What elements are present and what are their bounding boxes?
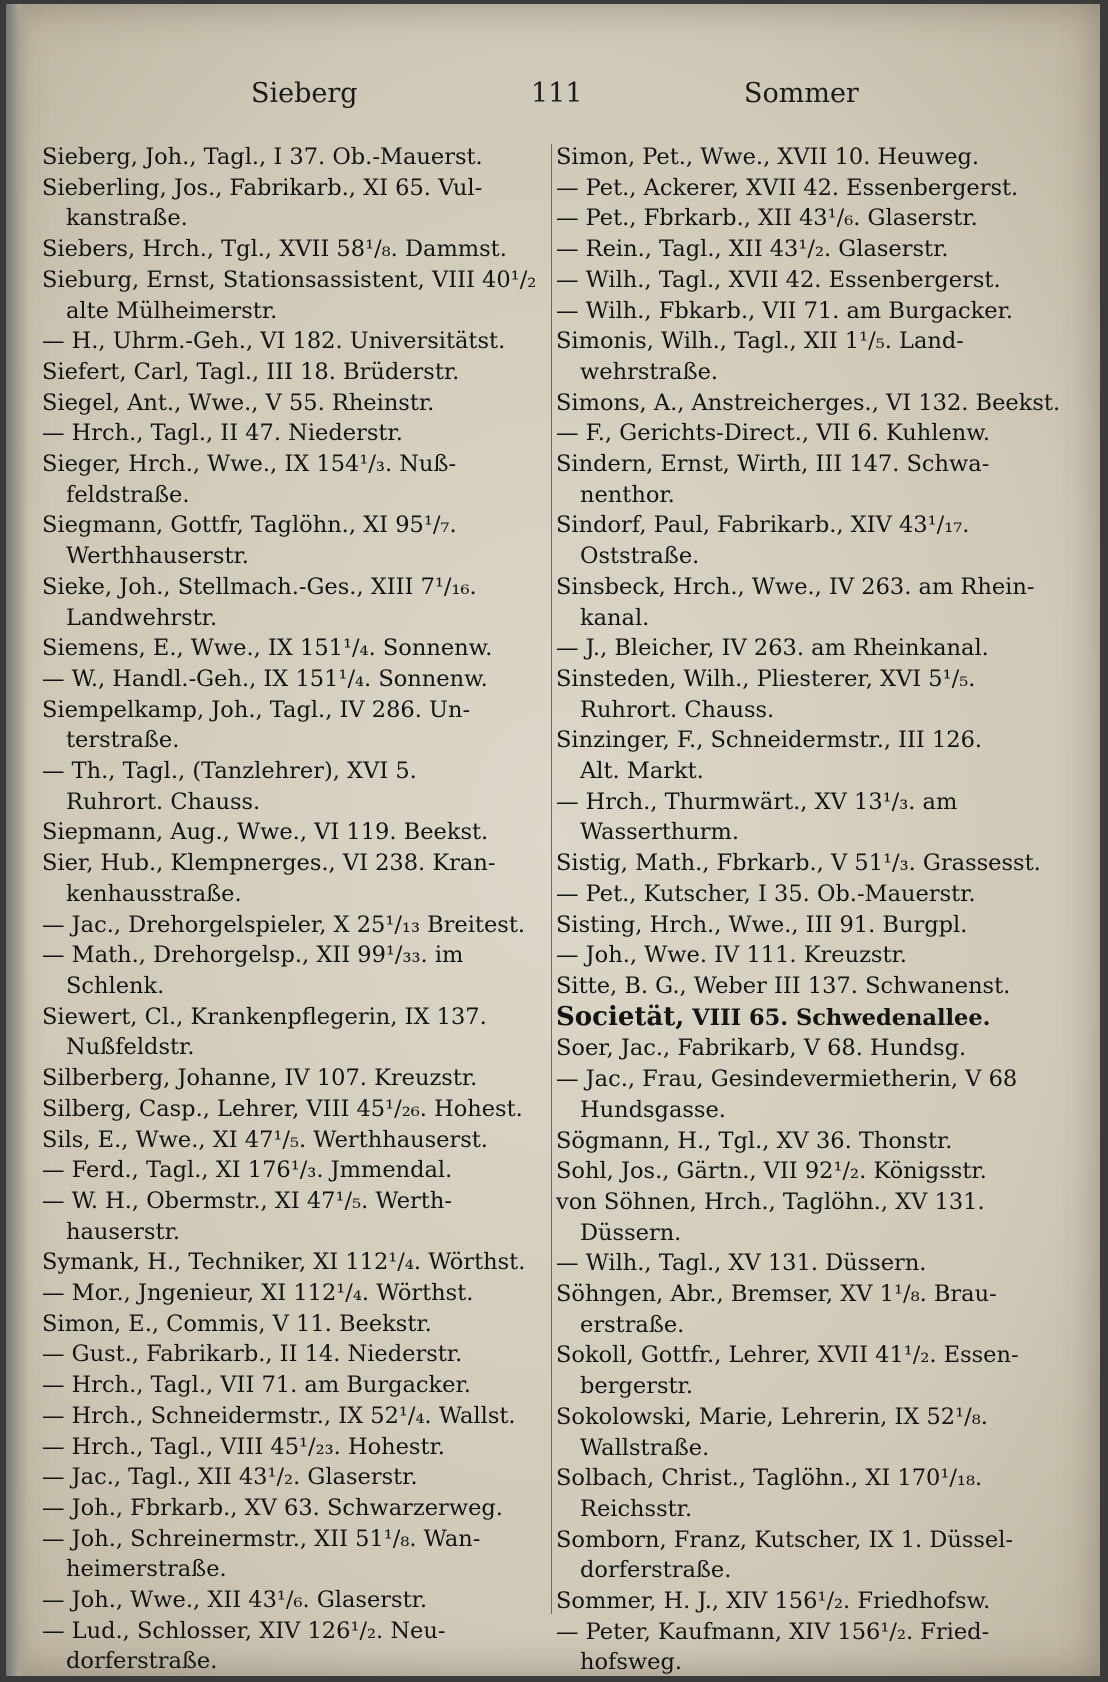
entry-line: — Joh., Schreinermstr., XII 51¹/₈. Wan- [42, 1525, 481, 1552]
directory-entry [42, 1063, 542, 1094]
directory-entry [556, 1586, 1056, 1617]
entry-line: Somborn, Franz, Kutscher, IX 1. Düssel- [556, 1526, 1014, 1553]
entry-line: VIII 65. Schwedenallee. [684, 1004, 991, 1031]
directory-entry [42, 1094, 542, 1125]
directory-entry [556, 1064, 1056, 1125]
entry-line: — Lud., Schlosser, XIV 126¹/₂. Neu- [42, 1617, 446, 1644]
entry-continuation: Reichsstr. [580, 1495, 693, 1522]
directory-entry [556, 265, 1056, 296]
entry-line: Siewert, Cl., Krankenpflegerin, IX 137. [42, 1003, 487, 1030]
entry-line: — Hrch., Tagl., VII 71. am Burgacker. [42, 1372, 471, 1399]
entry-continuation: hofsweg. [580, 1649, 683, 1676]
entry-line: Söhngen, Abr., Bremser, XV 1¹/₈. Brau- [556, 1281, 997, 1308]
directory-entry [556, 234, 1056, 265]
directory-entry [556, 1525, 1056, 1586]
directory-entry [42, 1155, 542, 1186]
directory-entry [556, 787, 1056, 848]
page-number: 111 [531, 78, 583, 109]
entry-line: — Pet., Ackerer, XVII 42. Essenbergerst. [556, 174, 1019, 201]
directory-entry [556, 664, 1056, 725]
directory-entry [42, 1432, 542, 1463]
directory-entry [42, 1616, 542, 1676]
directory-entry [556, 326, 1056, 387]
entry-line: — Hrch., Schneidermstr., IX 52¹/₄. Wallst. [42, 1402, 516, 1429]
entry-line: Siempelkamp, Joh., Tagl., IV 286. Un- [42, 696, 471, 723]
directory-entry [556, 1156, 1056, 1187]
directory-entry [42, 510, 542, 571]
directory-entry [42, 817, 542, 848]
entry-line: Sieger, Hrch., Wwe., IX 154¹/₃. Nuß- [42, 451, 457, 478]
entry-continuation: Nußfeldstr. [66, 1034, 195, 1061]
entry-line: — Joh., Wwe. IV 111. Kreuzstr. [556, 942, 907, 969]
entry-continuation: kanal. [580, 604, 650, 631]
entry-line: Siegmann, Gottfr, Taglöhn., XI 95¹/₇. [42, 512, 457, 539]
directory-entry [42, 664, 542, 695]
entry-line: — Wilh., Fbkarb., VII 71. am Burgacker. [556, 297, 1013, 324]
entry-line: Siefert, Carl, Tagl., III 18. Brüderstr. [42, 358, 460, 385]
entry-line: Sindorf, Paul, Fabrikarb., XIV 43¹/₁₇. [556, 512, 970, 539]
entry-continuation: kanstraße. [66, 205, 188, 232]
entry-line: Sokoll, Gottfr., Lehrer, XVII 41¹/₂. Essen- [556, 1342, 1019, 1369]
directory-entry [556, 296, 1056, 327]
entry-line: Simon, Pet., Wwe., XVII 10. Heuweg. [556, 144, 980, 170]
directory-entry [42, 1002, 542, 1063]
entry-continuation: Landwehrstr. [66, 604, 218, 631]
entry-line: Sinsteden, Wilh., Pliesterer, XVI 5¹/₅. [556, 665, 976, 692]
entry-line: — J., Bleicher, IV 263. am Rheinkanal. [556, 635, 989, 662]
directory-entry [42, 357, 542, 388]
entry-line: Simons, A., Anstreicherges., VI 132. Beekst. [556, 389, 1061, 416]
entry-line: Symank, H., Techniker, XI 112¹/₄. Wörthst. [42, 1249, 526, 1276]
directory-entry [42, 1339, 542, 1370]
directory-entry [42, 449, 542, 510]
entry-line: — Jac., Tagl., XII 43¹/₂. Glaserstr. [42, 1464, 418, 1491]
page-header [46, 78, 1066, 118]
entry-continuation: nenthor. [580, 481, 675, 508]
entry-line: — Gust., Fabrikarb., II 14. Niederstr. [42, 1341, 463, 1368]
entry-line: Sitte, B. G., Weber III 137. Schwanenst. [556, 972, 1011, 999]
entry-continuation: Alt. Markt. [580, 758, 704, 785]
directory-entry [556, 1002, 1056, 1034]
entry-continuation: kenhausstraße. [66, 880, 242, 907]
entry-continuation: Wasserthurm. [580, 819, 740, 846]
directory-entry [42, 1247, 542, 1278]
directory-entry [42, 1370, 542, 1401]
entry-continuation: heimerstraße. [66, 1556, 227, 1583]
entry-line: — Peter, Kaufmann, XIV 156¹/₂. Fried- [556, 1618, 990, 1645]
directory-entry [42, 910, 542, 941]
directory-entry [42, 572, 542, 633]
directory-entry [556, 1617, 1056, 1676]
entry-line: — Rein., Tagl., XII 43¹/₂. Glaserstr. [556, 236, 949, 263]
entry-line: Sindern, Ernst, Wirth, III 147. Schwa- [556, 451, 990, 478]
left-column [42, 142, 542, 1676]
entry-line: Soer, Jac., Fabrikarb, V 68. Hundsg. [556, 1035, 967, 1062]
directory-entry [42, 234, 542, 265]
entry-line: — H., Uhrm.-Geh., VI 182. Universitätst. [42, 328, 506, 355]
directory-entry [42, 633, 542, 664]
directory-entry [556, 142, 1056, 173]
directory-entry [556, 1402, 1056, 1463]
entry-continuation: Ruhrort. Chauss. [580, 696, 775, 723]
entry-line: Siebers, Hrch., Tgl., XVII 58¹/₈. Dammst. [42, 236, 507, 263]
entry-line: — Wilh., Tagl., XV 131. Düssern. [556, 1250, 927, 1277]
directory-entry [556, 203, 1056, 234]
entry-line: Sokolowski, Marie, Lehrerin, IX 52¹/₈. [556, 1403, 988, 1430]
book-page [6, 4, 1100, 1676]
entry-line: Siegel, Ant., Wwe., V 55. Rheinstr. [42, 389, 435, 416]
directory-entry [556, 971, 1056, 1002]
entry-continuation: bergerstr. [580, 1373, 693, 1400]
directory-entry [42, 265, 542, 326]
directory-entry [42, 1125, 542, 1156]
entry-continuation: feldstraße. [66, 481, 190, 508]
entry-line: Sistig, Math., Fbrkarb., V 51¹/₃. Grassesst. [556, 850, 1041, 877]
entry-continuation: Wallstraße. [580, 1434, 710, 1461]
directory-entry [42, 1278, 542, 1309]
entry-continuation: wehrstraße. [580, 358, 719, 385]
directory-entry [42, 756, 542, 817]
directory-entry [42, 1585, 542, 1616]
entry-line: Silberberg, Johanne, IV 107. Kreuzstr. [42, 1065, 478, 1092]
directory-entry [42, 1186, 542, 1247]
entry-continuation: Düssern. [580, 1219, 682, 1246]
entry-line: — Wilh., Tagl., XVII 42. Essenbergerst. [556, 266, 1001, 293]
directory-entry [556, 1463, 1056, 1524]
directory-entry [556, 449, 1056, 510]
directory-entry [42, 418, 542, 449]
column-divider [551, 144, 552, 1614]
entry-continuation: Ruhrort. Chauss. [66, 788, 261, 815]
entry-line: — Jac., Drehorgelspieler, X 25¹/₁₃ Breitest. [42, 911, 526, 938]
directory-entry [42, 1309, 542, 1340]
entry-continuation: Oststraße. [580, 543, 700, 570]
entry-line: — Math., Drehorgelsp., XII 99¹/₃₃. im [42, 942, 464, 969]
directory-entry [556, 388, 1061, 419]
entry-line: — Mor., Jngenieur, XI 112¹/₄. Wörthst. [42, 1280, 474, 1307]
entry-continuation: alte Mülheimerstr. [66, 297, 278, 324]
entry-continuation: Werthhauserstr. [66, 543, 249, 570]
directory-entry [556, 725, 1056, 786]
entry-line: — Hrch., Thurmwärt., XV 13¹/₃. am [556, 788, 958, 815]
entry-continuation: terstraße. [66, 727, 180, 754]
entry-line: Sohl, Jos., Gärtn., VII 92¹/₂. Königsstr. [556, 1158, 987, 1185]
entry-line: — W. H., Obermstr., XI 47¹/₅. Werth- [42, 1187, 452, 1214]
directory-entry [556, 1248, 1056, 1279]
directory-entry [42, 142, 542, 173]
directory-entry [556, 173, 1056, 204]
directory-entry [556, 910, 1056, 941]
entry-line: Sier, Hub., Klempnerges., VI 238. Kran- [42, 850, 496, 877]
header-right-word: Sommer [744, 78, 859, 109]
entry-line: Sommer, H. J., XIV 156¹/₂. Friedhofsw. [556, 1588, 991, 1615]
entry-continuation: hauserstr. [66, 1218, 181, 1245]
directory-entry [556, 879, 1056, 910]
header-left-word: Sieberg [251, 78, 358, 109]
page-spine-shadow [6, 4, 28, 1676]
directory-entry [42, 695, 542, 756]
entry-line: Sinsbeck, Hrch., Wwe., IV 263. am Rhein- [556, 573, 1035, 600]
entry-line: Sisting, Hrch., Wwe., III 91. Burgpl. [556, 911, 968, 938]
entry-line: — Jac., Frau, Gesindevermietherin, V 68 [556, 1066, 1018, 1093]
entry-line: — W., Handl.-Geh., IX 151¹/₄. Sonnenw. [42, 665, 488, 692]
entry-line: Sieke, Joh., Stellmach.-Ges., XIII 7¹/₁₆. [42, 573, 477, 600]
entry-continuation: Hundsgasse. [580, 1096, 726, 1123]
entry-line: Sinzinger, F., Schneidermstr., III 126. [556, 727, 983, 754]
directory-entry [556, 1126, 1056, 1157]
directory-entry [556, 1279, 1056, 1340]
directory-entry [42, 173, 542, 234]
entry-line: Simonis, Wilh., Tagl., XII 1¹/₅. Land- [556, 328, 964, 355]
directory-entry [42, 388, 542, 419]
entry-line: Siepmann, Aug., Wwe., VI 119. Beekst. [42, 819, 489, 846]
entry-line: Silberg, Casp., Lehrer, VIII 45¹/₂₆. Hohest. [42, 1095, 523, 1122]
directory-entry [556, 633, 1056, 664]
entry-line: — Joh., Wwe., XII 43¹/₆. Glaserstr. [42, 1587, 428, 1614]
entry-line: — Pet., Kutscher, I 35. Ob.-Mauerstr. [556, 880, 976, 907]
directory-entry [556, 1187, 1056, 1248]
entry-line: Sieburg, Ernst, Stationsassistent, VIII 40¹/₂ [42, 266, 537, 293]
right-column [556, 142, 1061, 1676]
directory-entry [42, 848, 542, 909]
entry-line: — Joh., Fbrkarb., XV 63. Schwarzerweg. [42, 1494, 503, 1521]
entry-line: — Hrch., Tagl., II 47. Niederstr. [42, 420, 403, 447]
entry-line: Siemens, E., Wwe., IX 151¹/₄. Sonnenw. [42, 635, 493, 662]
entry-line: Simon, E., Commis, V 11. Beekstr. [42, 1310, 432, 1337]
entry-continuation: dorferstraße. [66, 1648, 218, 1675]
entry-line: Sils, E., Wwe., XI 47¹/₅. Werthhauserst. [42, 1126, 488, 1153]
directory-entry [42, 1524, 542, 1585]
directory-entry [556, 572, 1056, 633]
entry-continuation: erstraße. [580, 1311, 685, 1338]
entry-line: — F., Gerichts-Direct., VII 6. Kuhlenw. [556, 420, 990, 447]
entry-continuation: Schlenk. [66, 972, 165, 999]
directory-entry [42, 1462, 542, 1493]
entry-line: — Th., Tagl., (Tanzlehrer), XVI 5. [42, 758, 417, 785]
directory-entry [42, 940, 542, 1001]
entry-line: Sieberg, Joh., Tagl., I 37. Ob.-Mauerst. [42, 144, 483, 170]
entry-line: — Hrch., Tagl., VIII 45¹/₂₃. Hohestr. [42, 1433, 445, 1460]
directory-entry [42, 1401, 542, 1432]
entry-line: Solbach, Christ., Taglöhn., XI 170¹/₁₈. [556, 1465, 983, 1492]
entry-heading: Societät, [556, 1001, 685, 1032]
directory-entry [556, 510, 1056, 571]
directory-entry [42, 1493, 542, 1524]
directory-entry [556, 940, 1056, 971]
directory-entry [556, 1340, 1056, 1401]
directory-entry [42, 326, 542, 357]
entry-line: von Söhnen, Hrch., Taglöhn., XV 131. [556, 1188, 985, 1215]
entry-line: Sögmann, H., Tgl., XV 36. Thonstr. [556, 1127, 953, 1154]
entry-line: Sieberling, Jos., Fabrikarb., XI 65. Vul- [42, 174, 483, 201]
entry-line: — Ferd., Tagl., XI 176¹/₃. Jmmendal. [42, 1157, 453, 1184]
directory-entry [556, 848, 1056, 879]
entry-continuation: dorferstraße. [580, 1557, 732, 1584]
directory-entry [556, 418, 1056, 449]
entry-line: — Pet., Fbrkarb., XII 43¹/₆. Glaserstr. [556, 205, 978, 232]
directory-entry [556, 1033, 1056, 1064]
